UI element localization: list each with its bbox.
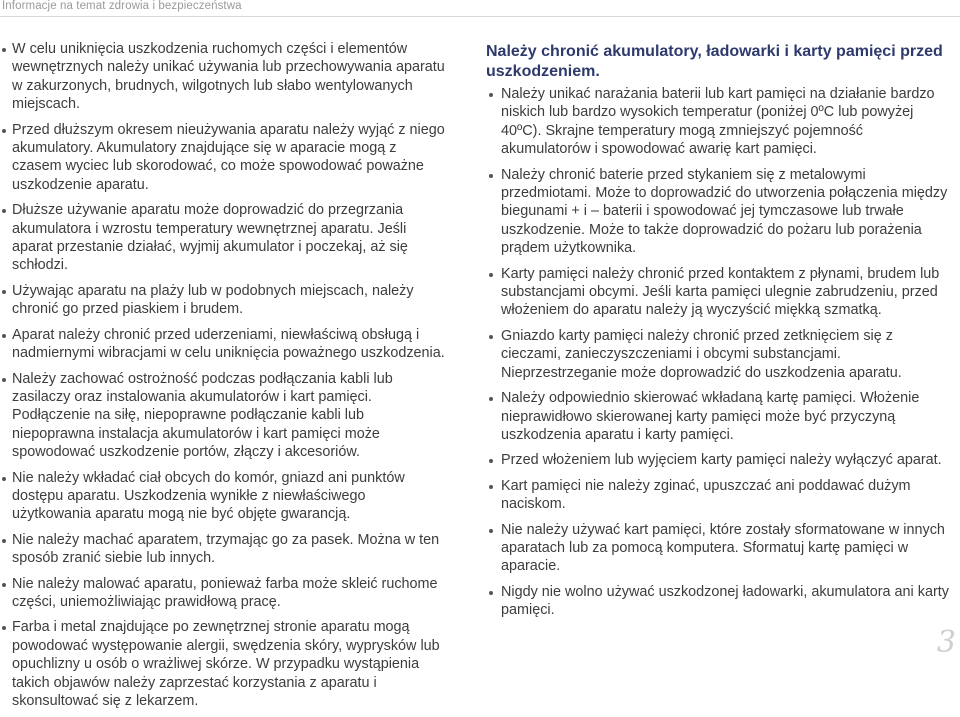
list-item: Farba i metal znajdujące po zewnętrznej stronie aparatu mogą powodować występowanie alergii, swędzenia skóry, wyprysków lub opuchlizny u osób o wrażliwej skórze. W przypadku wystąpienia takich objawów należy zaprzestać korzystania z aparatu i skonsultować się z lekarzem. <box>0 618 445 710</box>
list-item: Należy zachować ostrożność podczas podłączania kabli lub zasilaczy oraz instalowania akumulatorów i kart pamięci. Podłączenie na siłę, niepoprawne podłączanie kabli lub niepoprawna instalacja akumulatorów i kart pamięci może spowodować uszkodzenie portów, złączy i akcesoriów. <box>0 370 445 462</box>
right-column <box>486 42 956 627</box>
list-item: Dłuższe używanie aparatu może doprowadzić do przegrzania akumulatora i wzrostu temperatury wewnętrznej aparatu. Jeśli aparat przestanie działać, wyjmij akumulator i poczekaj, aż się schłodzi. <box>0 201 445 275</box>
list-item: Nie należy używać kart pamięci, które zostały sformatowane w innych aparatach lub za pomocą komputera. Sformatuj kartę pamięci w aparacie. <box>486 521 956 576</box>
list-item: Należy unikać narażania baterii lub kart pamięci na działanie bardzo niskich lub bardzo wysokich temperatur (poniżej 0ºC lub powyżej 40ºC). Skrajne temperatury mogą zmniejszyć pojemność akumulatorów i spowodować awarię kart pamięci. <box>486 85 956 159</box>
list-item: Nie należy machać aparatem, trzymając go za pasek. Można w ten sposób zranić siebie lub innych. <box>0 531 445 568</box>
list-item: Kart pamięci nie należy zginać, upuszczać ani poddawać dużym naciskom. <box>486 477 956 514</box>
list-item: Należy odpowiednio skierować wkładaną kartę pamięci. Włożenie nieprawidłowo skierowanej karty pamięci może być przyczyną uszkodzenia aparatu i karty pamięci. <box>486 389 956 444</box>
list-item: Aparat należy chronić przed uderzeniami, niewłaściwą obsługą i nadmiernymi wibracjami w celu uniknięcia poważnego uszkodzenia. <box>0 326 445 363</box>
header-title: Informacje na temat zdrowia i bezpieczeństwa <box>2 0 242 12</box>
page-number: 3 <box>936 625 956 660</box>
page-header <box>0 0 960 17</box>
right-bullet-list <box>486 85 956 620</box>
left-bullet-list <box>0 40 445 710</box>
list-item: Używając aparatu na plaży lub w podobnych miejscach, należy chronić go przed piaskiem i brudem. <box>0 282 445 319</box>
list-item: Nie należy malować aparatu, ponieważ farba może skleić ruchome części, uniemożliwiając prawidłową pracę. <box>0 575 445 612</box>
list-item: Przed dłuższym okresem nieużywania aparatu należy wyjąć z niego akumulatory. Akumulatory znajdujące się w aparacie mogą z czasem wyciec lub skorodować, co może spowodować poważne uszkodzenie aparatu. <box>0 121 445 195</box>
list-item: Nie należy wkładać ciał obcych do komór, gniazd ani punktów dostępu aparatu. Uszkodzenia wynikłe z niewłaściwego użytkowania aparatu mogą nie być objęte gwarancją. <box>0 469 445 524</box>
left-column <box>0 40 445 717</box>
list-item: Nigdy nie wolno używać uszkodzonej ładowarki, akumulatora ani karty pamięci. <box>486 583 956 620</box>
section-heading: Należy chronić akumulatory, ładowarki i karty pamięci przed uszkodzeniem. <box>486 43 943 80</box>
list-item: Przed włożeniem lub wyjęciem karty pamięci należy wyłączyć aparat. <box>486 451 956 469</box>
list-item: Karty pamięci należy chronić przed kontaktem z płynami, brudem lub substancjami obcymi. Jeśli karta pamięci ulegnie zabrudzeniu, przed włożeniem do aparatu należy ją wyczyścić miękką szmatką. <box>486 265 956 320</box>
list-item: Gniazdo karty pamięci należy chronić przed zetknięciem się z cieczami, zanieczyszczeniami i obcymi substancjami. Nieprzestrzeganie może doprowadzić do uszkodzenia aparatu. <box>486 327 956 382</box>
list-item: W celu uniknięcia uszkodzenia ruchomych części i elementów wewnętrznych należy unikać używania lub przechowywania aparatu w zakurzonych, brudnych, wilgotnych lub słabo wentylowanych miejscach. <box>0 40 445 114</box>
list-item: Należy chronić baterie przed stykaniem się z metalowymi przedmiotami. Może to doprowadzić do utworzenia połączenia między biegunami + i – baterii i spowodować jej tymczasowe lub trwałe uszkodzenie. Może to także doprowadzić do pożaru lub porażenia prądem użytkownika. <box>486 166 956 258</box>
